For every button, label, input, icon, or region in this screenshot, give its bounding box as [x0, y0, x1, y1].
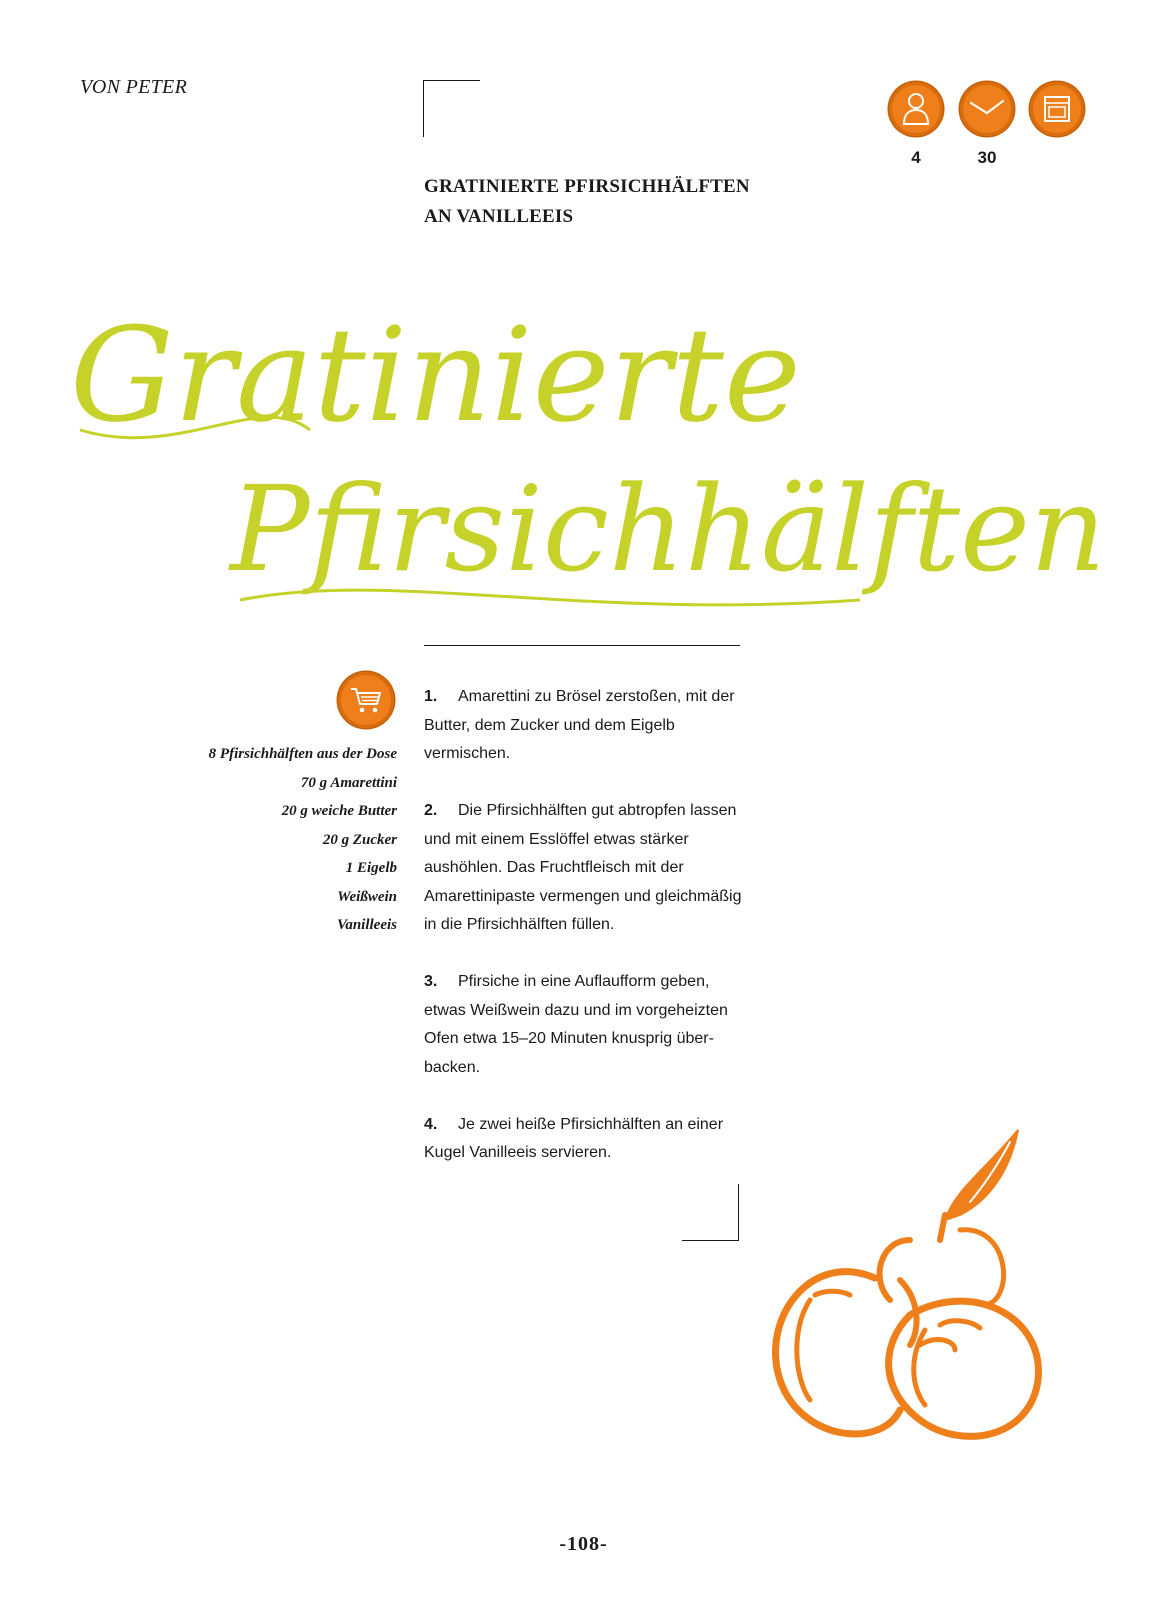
servings-count: 4: [911, 148, 921, 167]
step-number: 2.: [424, 802, 438, 819]
step-text: Pfirsiche in eine Auflaufform geben, etwas Weißwein dazu und im vorgeheizten Ofen etwa 15–20 Minuten knusprig über-backen.: [424, 973, 728, 1076]
page-number: -108-: [559, 1533, 608, 1555]
ingredient-item: 70 g Amarettini: [300, 774, 397, 791]
section-divider: [424, 645, 740, 646]
ingredient-item: Vanilleeis: [336, 917, 397, 933]
corner-mark-top-left: [423, 80, 480, 137]
step-number: 3.: [424, 973, 438, 990]
time-minutes: 30: [977, 148, 997, 167]
recipe-title: [424, 172, 750, 232]
script-title: [60, 270, 1106, 640]
instruction-step: [424, 968, 744, 1082]
instruction-steps: [424, 683, 744, 1196]
recipe-title-line-1: GRATINIERTE PFIRSICHHÄLFTEN: [424, 176, 750, 197]
script-title-line-2: Pfirsichhälften: [230, 460, 1106, 598]
step-text: Amarettini zu Brösel zerstoßen, mit der Butter, dem Zucker und dem Eigelb vermischen.: [424, 688, 735, 762]
instruction-step: [424, 797, 744, 940]
corner-mark-bottom-right: [682, 1184, 739, 1241]
person-icon: [889, 82, 943, 136]
ingredient-item: 1 Eigelb: [345, 860, 397, 876]
shopping-cart-icon: [338, 672, 394, 728]
recipe-title-line-2: AN VANILLEEIS: [424, 206, 574, 227]
step-text: Je zwei heiße Pfirsichhälften an einer Kugel Vanilleeis servieren.: [424, 1115, 724, 1161]
step-text: Die Pfirsichhälften gut abtropfen lassen und mit einem Esslöffel etwas stärker aushöhlen. Das Fruchtfleisch mit der Amarettinipaste vermengen und gleichmäßig in die Pfirsichhälften füllen.: [424, 802, 742, 933]
ingredient-item: 20 g Zucker: [322, 831, 397, 848]
author-label: VON PETER: [80, 76, 188, 98]
oven-icon: [1030, 82, 1084, 136]
clock-icon: [960, 82, 1014, 136]
ingredient-item: 8 Pfirsichhälften aus der Dose: [208, 746, 397, 762]
peaches-illustration: [770, 1130, 1070, 1460]
ingredient-list: [209, 740, 397, 940]
step-number: 1.: [424, 688, 438, 705]
script-title-line-1: Gratinierte: [70, 299, 801, 451]
ingredient-item: 20 g weiche Butter: [281, 803, 397, 819]
instruction-step: [424, 1111, 744, 1168]
ingredient-item: Weißwein: [337, 888, 397, 905]
step-number: 4.: [424, 1115, 438, 1133]
instruction-step: [424, 683, 744, 769]
